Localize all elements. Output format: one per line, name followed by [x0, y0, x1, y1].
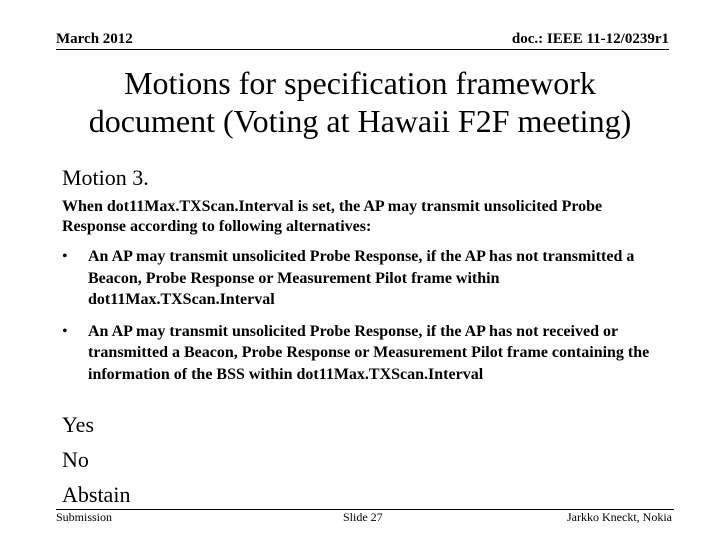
bullet-icon: • [62, 248, 68, 265]
list-item [62, 246, 662, 311]
header-doc-id: doc.: IEEE 11-12/0239r1 [511, 31, 669, 47]
bullet-icon: • [62, 322, 68, 340]
slide-title-line-1: Motions for specification framework [124, 65, 596, 101]
bullet-text: An AP may transmit unsolicited Probe Response, if the AP has not transmitted a Beacon, Probe Response or Measurement Pilot frame within dot11Max.TXScan.Interval [88, 248, 635, 308]
footer-slide-number: Slide 27 [343, 510, 383, 524]
vote-yes: Yes [62, 412, 95, 437]
list-item [62, 321, 662, 386]
footer-author: Jarkko Kneckt, Nokia [567, 510, 672, 524]
motion-intro: When dot11Max.TXScan.Interval is set, the AP may transmit unsolicited Probe Response according to following alternatives: [62, 198, 603, 235]
bullet-text: An AP may transmit unsolicited Probe Response, if the AP has not received or transmitted a Beacon, Probe Response or Measurement Pilot frame containing the information of the BSS within dot11Max.TXScan.Interval [88, 322, 650, 383]
motion-alternatives-list [62, 246, 662, 395]
vote-options [62, 407, 130, 512]
vote-abstain: Abstain [62, 482, 131, 507]
motion-heading: Motion 3. [62, 165, 149, 190]
header-rule [56, 49, 669, 50]
slide-title [20, 64, 700, 140]
header-date: March 2012 [56, 31, 133, 47]
vote-no: No [62, 447, 89, 472]
slide-title-line-2: document (Voting at Hawaii F2F meeting) [88, 103, 632, 139]
footer-submission: Submission [56, 510, 113, 524]
